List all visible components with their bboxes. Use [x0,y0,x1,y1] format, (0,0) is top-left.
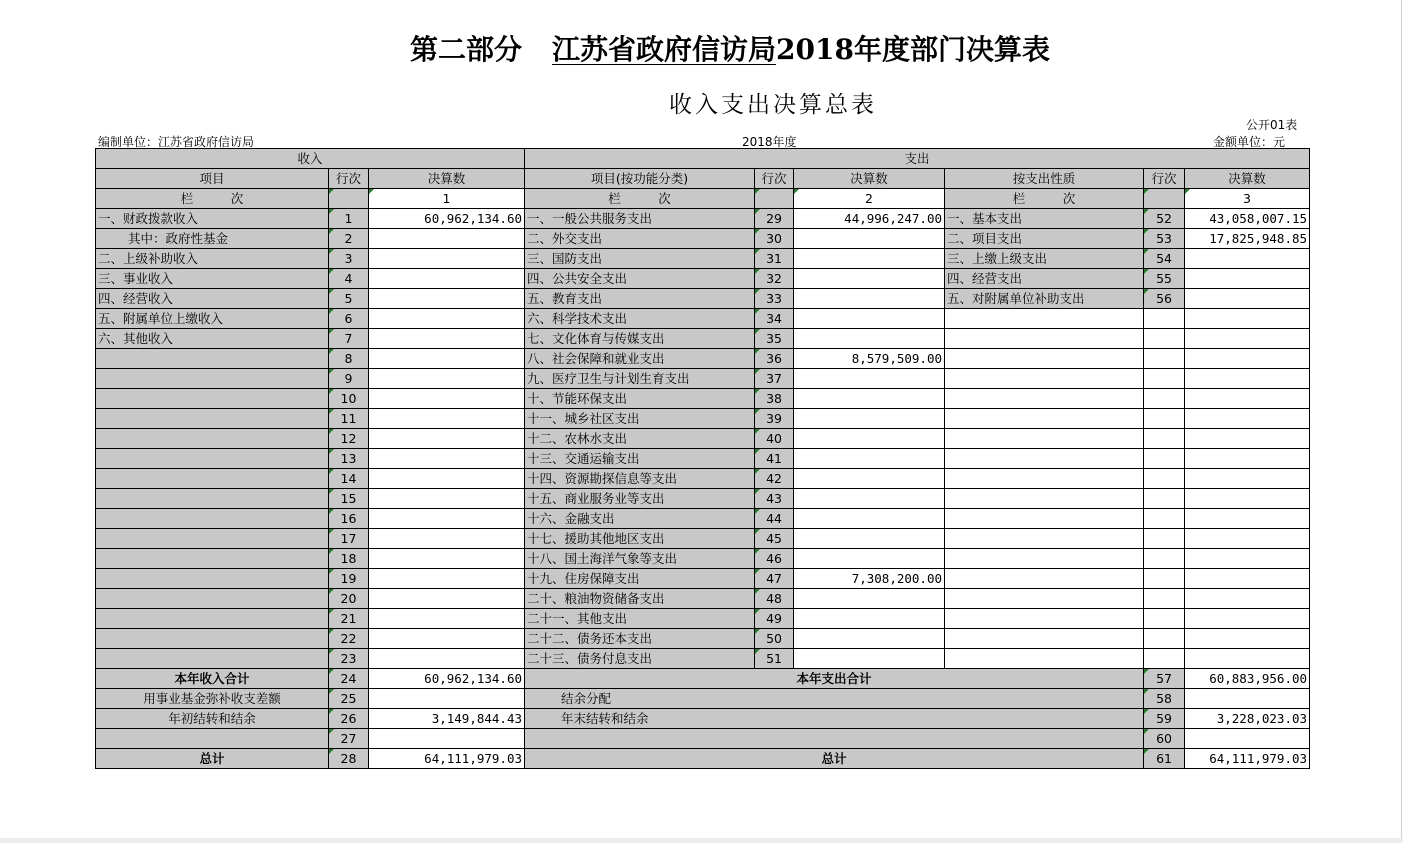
nature-row-number [1144,629,1185,649]
income-row-header: 行次 [329,169,369,189]
table-row [96,589,1310,609]
expense-amount-cell: 8,579,509.00 [794,349,945,369]
expense-amount-cell: 44,996,247.00 [794,209,945,229]
summary-income-row-number: 24 [329,669,369,689]
income-section-header: 收入 [96,149,525,169]
summary-income-row-number: 26 [329,709,369,729]
expense-amount-cell [794,469,945,489]
column-2-index: 2 [794,189,945,209]
nature-item-cell [945,549,1144,569]
income-row-number: 5 [329,289,369,309]
nature-row-number [1144,489,1185,509]
income-item-cell [96,629,329,649]
expense-row-number: 35 [755,329,794,349]
income-item-cell [96,349,329,369]
expense-amount-cell [794,609,945,629]
income-item-cell: 一、财政拨款收入 [96,209,329,229]
summary-income-item: 总计 [96,749,329,769]
summary-expense-item: 总计 [525,749,1144,769]
income-row-number: 8 [329,349,369,369]
nature-item-cell [945,449,1144,469]
summary-expense-amount: 60,883,956.00 [1185,669,1310,689]
expense-amount-cell [794,489,945,509]
expense-row-number: 45 [755,529,794,549]
nature-item-cell: 五、对附属单位补助支出 [945,289,1144,309]
summary-income-row-number: 27 [329,729,369,749]
summary-expense-amount: 64,111,979.03 [1185,749,1310,769]
income-item-cell [96,589,329,609]
income-row-number: 16 [329,509,369,529]
nature-row-number [1144,649,1185,669]
nature-amount-cell [1185,449,1310,469]
table-row [96,569,1310,589]
column-3-index: 3 [1185,189,1310,209]
income-amount-cell [369,329,525,349]
nature-lan-label: 栏 次 [945,189,1144,209]
income-item-cell: 其中：政府性基金 [96,229,329,249]
expense-amount-cell [794,229,945,249]
expense-amount-cell [794,649,945,669]
nature-item-cell [945,609,1144,629]
nature-row-number: 55 [1144,269,1185,289]
func-item-header: 项目(按功能分类) [525,169,755,189]
summary-row [96,729,1310,749]
expense-amount-cell [794,249,945,269]
nature-item-cell: 三、上缴上级支出 [945,249,1144,269]
summary-income-row-number: 28 [329,749,369,769]
expense-amount-cell [794,369,945,389]
summary-expense-amount [1185,729,1310,749]
expense-item-cell: 四、公共安全支出 [525,269,755,289]
summary-income-amount [369,729,525,749]
income-item-header: 项目 [96,169,329,189]
expense-row-number: 39 [755,409,794,429]
income-amount-cell [369,609,525,629]
income-item-cell [96,529,329,549]
expense-amount-cell [794,429,945,449]
nature-amount-cell: 43,058,007.15 [1185,209,1310,229]
income-item-cell [96,389,329,409]
expense-amount-cell [794,509,945,529]
page-title [0,28,1403,68]
nature-amount-cell [1185,429,1310,449]
expense-amount-cell [794,529,945,549]
nature-row-number [1144,549,1185,569]
table-row [96,649,1310,669]
income-item-cell [96,569,329,589]
amount-unit: 金额单位：元 [1213,135,1286,149]
expense-row-number: 37 [755,369,794,389]
expense-item-cell: 十三、交通运输支出 [525,449,755,469]
nature-row-number: 53 [1144,229,1185,249]
income-amount-cell [369,589,525,609]
nature-row-number [1144,589,1185,609]
nature-item-header: 按支出性质 [945,169,1144,189]
nature-row-number [1144,309,1185,329]
form-number: 公开01表 [1246,118,1298,132]
expense-item-cell: 十八、国土海洋气象等支出 [525,549,755,569]
income-item-cell [96,449,329,469]
title-org: 江苏省政府信访局 [552,33,777,66]
income-row-number: 14 [329,469,369,489]
column-1-index: 1 [369,189,525,209]
table-row [96,469,1310,489]
summary-expense-item: 年末结转和结余 [525,709,1144,729]
compiling-unit: 编制单位：江苏省政府信访局 [98,135,255,149]
income-amount-cell [369,629,525,649]
budget-table [95,148,1310,769]
income-row-number: 6 [329,309,369,329]
nature-amount-cell [1185,609,1310,629]
expense-amount-cell [794,629,945,649]
expense-item-cell: 十一、城乡社区支出 [525,409,755,429]
income-amount-cell [369,309,525,329]
expense-item-cell: 十五、商业服务业等支出 [525,489,755,509]
income-amount-cell [369,429,525,449]
expense-item-cell: 二十、粮油物资储备支出 [525,589,755,609]
nature-row-header: 行次 [1144,169,1185,189]
expense-amount-cell [794,549,945,569]
income-amount-cell [369,449,525,469]
summary-expense-item [525,729,1144,749]
expense-row-number: 49 [755,609,794,629]
income-amount-cell [369,489,525,509]
nature-item-cell: 四、经营支出 [945,269,1144,289]
summary-income-amount: 3,149,844.43 [369,709,525,729]
nature-amount-cell [1185,569,1310,589]
table-subtitle: 收入支出决算总表 [669,92,877,118]
income-item-cell [96,649,329,669]
expense-row-number: 50 [755,629,794,649]
expense-item-cell: 三、国防支出 [525,249,755,269]
func-amount-header: 决算数 [794,169,945,189]
summary-income-row-number: 25 [329,689,369,709]
expense-item-cell: 六、科学技术支出 [525,309,755,329]
nature-amount-header: 决算数 [1185,169,1310,189]
nature-amount-cell [1185,289,1310,309]
expense-row-number: 51 [755,649,794,669]
income-amount-cell [369,469,525,489]
nature-lan-blank [1144,189,1185,209]
table-row [96,249,1310,269]
income-row-number: 21 [329,609,369,629]
table-row [96,209,1310,229]
nature-amount-cell [1185,389,1310,409]
nature-amount-cell [1185,369,1310,389]
expense-amount-cell [794,309,945,329]
expense-item-cell: 十二、农林水支出 [525,429,755,449]
summary-income-amount [369,689,525,709]
income-lan-blank [329,189,369,209]
table-row [96,429,1310,449]
nature-row-number [1144,569,1185,589]
nature-row-number [1144,409,1185,429]
summary-expense-row-number: 59 [1144,709,1185,729]
income-item-cell [96,409,329,429]
expense-item-cell: 十四、资源勘探信息等支出 [525,469,755,489]
table-row [96,229,1310,249]
table-row [96,529,1310,549]
nature-amount-cell [1185,269,1310,289]
table-row [96,549,1310,569]
summary-row [96,689,1310,709]
nature-row-number: 52 [1144,209,1185,229]
income-row-number: 15 [329,489,369,509]
income-amount-cell [369,249,525,269]
nature-row-number [1144,529,1185,549]
income-row-number: 22 [329,629,369,649]
income-amount-cell [369,549,525,569]
expense-row-number: 48 [755,589,794,609]
summary-expense-amount: 3,228,023.03 [1185,709,1310,729]
income-item-cell: 五、附属单位上缴收入 [96,309,329,329]
income-amount-cell [369,389,525,409]
income-row-number: 7 [329,329,369,349]
nature-amount-cell [1185,349,1310,369]
nature-item-cell [945,369,1144,389]
income-item-cell [96,549,329,569]
expense-row-number: 34 [755,309,794,329]
nature-item-cell [945,469,1144,489]
nature-item-cell [945,529,1144,549]
income-item-cell [96,429,329,449]
income-row-number: 4 [329,269,369,289]
expense-amount-cell [794,449,945,469]
nature-amount-cell [1185,589,1310,609]
expense-item-cell: 二十三、债务付息支出 [525,649,755,669]
summary-income-item: 用事业基金弥补收支差额 [96,689,329,709]
income-row-number: 3 [329,249,369,269]
nature-row-number [1144,329,1185,349]
table-row [96,269,1310,289]
income-lan-label: 栏 次 [96,189,329,209]
title-suffix: 2018年度部门决算表 [776,33,1050,66]
expense-item-cell: 二十二、债务还本支出 [525,629,755,649]
income-amount-header: 决算数 [369,169,525,189]
nature-item-cell [945,569,1144,589]
nature-item-cell [945,309,1144,329]
nature-item-cell [945,349,1144,369]
expense-amount-cell [794,409,945,429]
nature-amount-cell [1185,649,1310,669]
nature-amount-cell [1185,549,1310,569]
func-lan-label: 栏 次 [525,189,755,209]
income-amount-cell [369,369,525,389]
table-row [96,369,1310,389]
expense-item-cell: 一、一般公共服务支出 [525,209,755,229]
column-index-row [96,189,1310,209]
summary-expense-amount [1185,689,1310,709]
expense-row-number: 36 [755,349,794,369]
table-row [96,609,1310,629]
income-amount-cell [369,269,525,289]
income-amount-cell [369,409,525,429]
table-row [96,329,1310,349]
expense-row-number: 46 [755,549,794,569]
nature-row-number [1144,349,1185,369]
expense-row-number: 47 [755,569,794,589]
income-row-number: 2 [329,229,369,249]
income-item-cell [96,469,329,489]
table-row [96,489,1310,509]
income-amount-cell [369,529,525,549]
income-amount-cell [369,649,525,669]
nature-item-cell: 二、项目支出 [945,229,1144,249]
nature-row-number [1144,369,1185,389]
income-amount-cell: 60,962,134.60 [369,209,525,229]
income-item-cell [96,509,329,529]
summary-expense-row-number: 60 [1144,729,1185,749]
expense-amount-cell [794,589,945,609]
income-row-number: 19 [329,569,369,589]
income-row-number: 20 [329,589,369,609]
expense-amount-cell [794,329,945,349]
nature-item-cell [945,329,1144,349]
nature-amount-cell [1185,409,1310,429]
nature-item-cell [945,409,1144,429]
nature-row-number: 56 [1144,289,1185,309]
nature-amount-cell [1185,329,1310,349]
nature-item-cell [945,649,1144,669]
nature-item-cell [945,489,1144,509]
income-row-number: 11 [329,409,369,429]
expense-item-cell: 七、文化体育与传媒支出 [525,329,755,349]
expense-row-number: 29 [755,209,794,229]
table-row [96,309,1310,329]
income-item-cell [96,369,329,389]
func-row-header: 行次 [755,169,794,189]
income-amount-cell [369,509,525,529]
income-item-cell [96,609,329,629]
summary-expense-row-number: 61 [1144,749,1185,769]
summary-row [96,669,1310,689]
expense-item-cell: 八、社会保障和就业支出 [525,349,755,369]
nature-row-number: 54 [1144,249,1185,269]
expense-section-header: 支出 [525,149,1310,169]
expense-row-number: 32 [755,269,794,289]
expense-item-cell: 二十一、其他支出 [525,609,755,629]
income-row-number: 13 [329,449,369,469]
income-item-cell: 三、事业收入 [96,269,329,289]
expense-item-cell: 九、医疗卫生与计划生育支出 [525,369,755,389]
table-row [96,409,1310,429]
nature-amount-cell [1185,529,1310,549]
income-row-number: 17 [329,529,369,549]
nature-amount-cell [1185,249,1310,269]
income-amount-cell [369,569,525,589]
nature-row-number [1144,429,1185,449]
table-row [96,629,1310,649]
nature-row-number [1144,509,1185,529]
nature-row-number [1144,449,1185,469]
nature-row-number [1144,389,1185,409]
expense-row-number: 40 [755,429,794,449]
bottom-scroll-strip [0,838,1403,843]
income-item-cell [96,489,329,509]
nature-row-number [1144,469,1185,489]
nature-amount-cell [1185,629,1310,649]
nature-item-cell [945,589,1144,609]
func-lan-blank [755,189,794,209]
nature-amount-cell [1185,489,1310,509]
summary-expense-item: 本年支出合计 [525,669,1144,689]
expense-item-cell: 十九、住房保障支出 [525,569,755,589]
table-row [96,289,1310,309]
summary-row [96,749,1310,769]
summary-expense-item: 结余分配 [525,689,1144,709]
nature-amount-cell [1185,469,1310,489]
income-item-cell: 四、经营收入 [96,289,329,309]
expense-row-number: 42 [755,469,794,489]
income-amount-cell [369,289,525,309]
summary-expense-row-number: 58 [1144,689,1185,709]
nature-item-cell [945,389,1144,409]
table-row [96,349,1310,369]
expense-amount-cell [794,389,945,409]
income-amount-cell [369,349,525,369]
expense-amount-cell [794,269,945,289]
summary-income-amount: 60,962,134.60 [369,669,525,689]
income-row-number: 10 [329,389,369,409]
nature-amount-cell [1185,509,1310,529]
expense-row-number: 31 [755,249,794,269]
income-row-number: 23 [329,649,369,669]
nature-item-cell: 一、基本支出 [945,209,1144,229]
table-row [96,389,1310,409]
expense-item-cell: 五、教育支出 [525,289,755,309]
expense-amount-cell: 7,308,200.00 [794,569,945,589]
expense-item-cell: 二、外交支出 [525,229,755,249]
summary-income-amount: 64,111,979.03 [369,749,525,769]
expense-item-cell: 十六、金融支出 [525,509,755,529]
summary-row [96,709,1310,729]
income-row-number: 12 [329,429,369,449]
income-row-number: 18 [329,549,369,569]
table-row [96,509,1310,529]
section-header-row [96,149,1310,169]
expense-row-number: 44 [755,509,794,529]
expense-row-number: 33 [755,289,794,309]
summary-income-item: 年初结转和结余 [96,709,329,729]
fiscal-year: 2018年度 [742,135,797,149]
expense-item-cell: 十、节能环保支出 [525,389,755,409]
expense-row-number: 41 [755,449,794,469]
nature-amount-cell: 17,825,948.85 [1185,229,1310,249]
expense-item-cell: 十七、援助其他地区支出 [525,529,755,549]
summary-expense-row-number: 57 [1144,669,1185,689]
table-row [96,449,1310,469]
income-row-number: 9 [329,369,369,389]
nature-amount-cell [1185,309,1310,329]
column-header-row [96,169,1310,189]
summary-income-item: 本年收入合计 [96,669,329,689]
expense-amount-cell [794,289,945,309]
nature-item-cell [945,509,1144,529]
income-item-cell: 六、其他收入 [96,329,329,349]
income-row-number: 1 [329,209,369,229]
nature-row-number [1144,609,1185,629]
expense-row-number: 43 [755,489,794,509]
expense-row-number: 30 [755,229,794,249]
expense-row-number: 38 [755,389,794,409]
summary-income-item [96,729,329,749]
nature-item-cell [945,429,1144,449]
title-prefix: 第二部分 [410,33,523,66]
income-item-cell: 二、上级补助收入 [96,249,329,269]
nature-item-cell [945,629,1144,649]
income-amount-cell [369,229,525,249]
